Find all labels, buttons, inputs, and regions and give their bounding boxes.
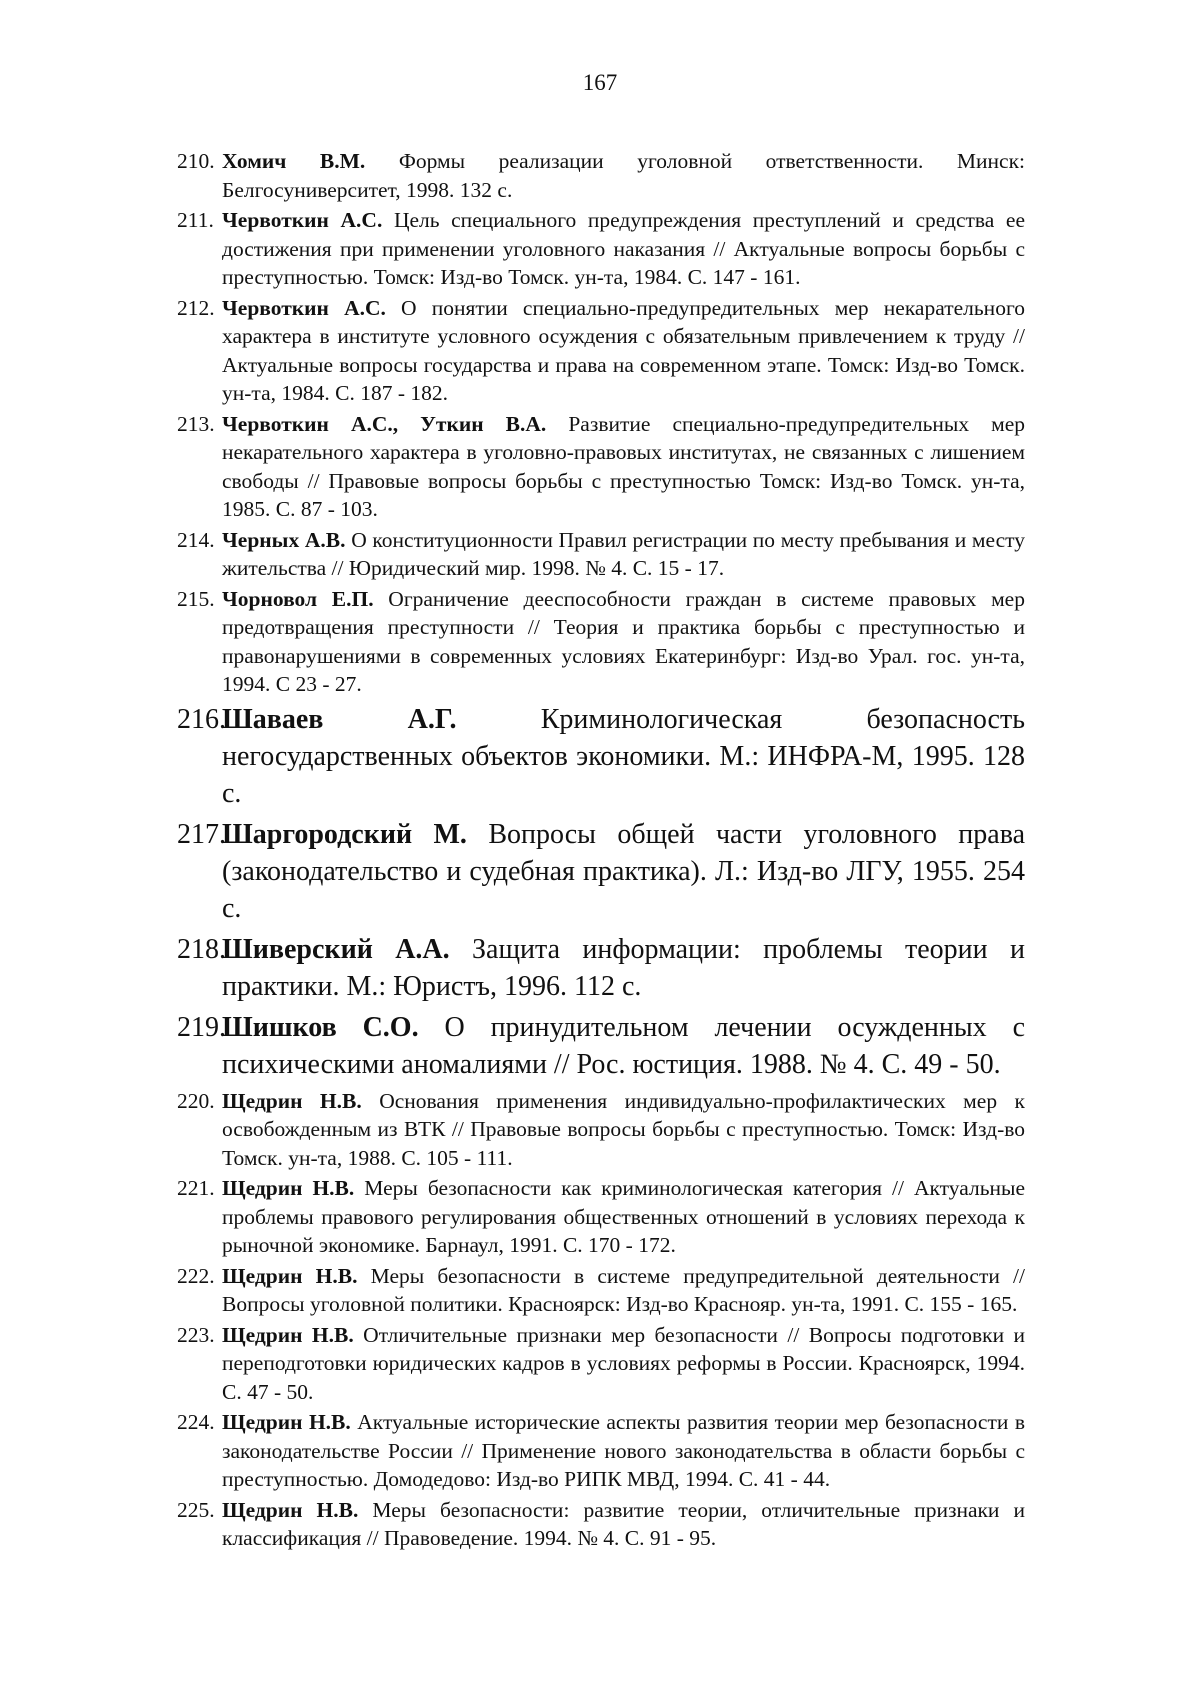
- reference-author: Червоткин А.С.: [222, 208, 383, 232]
- reference-item: [177, 1009, 1025, 1083]
- reference-author: Червоткин А.С., Уткин В.А.: [222, 411, 547, 436]
- reference-text: Защита информации: проблемы теории и практики. М.: Юристъ, 1996. 112 с.: [222, 933, 1025, 1002]
- reference-author: Щедрин Н.В.: [222, 1263, 358, 1288]
- reference-author: Шаваев А.Г.: [222, 703, 457, 735]
- reference-number: 218.: [177, 933, 226, 965]
- reference-author: Червоткин А.С.: [222, 295, 386, 320]
- reference-item: [177, 294, 1025, 408]
- reference-item: [177, 1174, 1025, 1260]
- reference-number: 216.: [177, 703, 226, 735]
- reference-text: Меры безопасности: развитие теории, отличительные признаки и классификация // Правоведение. 1994. № 4. С. 91 - 95.: [222, 1497, 1025, 1550]
- reference-author: Щедрин Н.В.: [222, 1322, 354, 1347]
- reference-item: [177, 1408, 1025, 1494]
- reference-number: 215.: [177, 586, 215, 611]
- reference-text: Отличительные признаки мер безопасности // Вопросы подготовки и переподготовки юридических кадров в условиях реформы в России. Красноярск, 1994. С. 47 - 50.: [222, 1322, 1026, 1404]
- reference-number: 219.: [177, 1011, 226, 1043]
- reference-text: Основания применения индивидуально-профилактических мер к освобожденным из ВТК // Правовые вопросы борьбы с преступностью. Томск: Изд-во Томск. ун-та, 1988. С. 105 - 111.: [222, 1088, 1025, 1170]
- reference-author: Чорновол Е.П.: [222, 586, 374, 611]
- reference-author: Щедрин Н.В.: [222, 1410, 351, 1434]
- reference-item: [177, 410, 1025, 524]
- reference-text: О принудительном лечении осужденных с психическими аномалиями // Рос. юстиция. 1988. № 4. С. 49 - 50.: [222, 1011, 1025, 1080]
- reference-text: Развитие специально-предупредительных мер некарательного характера в уголовно-правовых институтах, не связанных с лишением свободы // Правовые вопросы борьбы с преступностью Томск: Изд-во Томск. ун-та, 1985. С. 87 - 103.: [222, 411, 1025, 521]
- reference-author: Шиверский А.А.: [222, 933, 450, 965]
- reference-number: 222.: [177, 1263, 215, 1288]
- reference-author: Щедрин Н.В.: [222, 1176, 355, 1200]
- reference-author: Шишков С.О.: [222, 1011, 419, 1043]
- reference-number: 224.: [177, 1410, 215, 1434]
- reference-text: Актуальные исторические аспекты развития теории мер безопасности в законодательстве России // Применение нового законодательства в области борьбы с преступностью. Домодедово: Изд-во РИПК МВД, 1994. С. 41 - 44.: [222, 1410, 1025, 1491]
- reference-number: 223.: [177, 1322, 215, 1347]
- reference-number: 210.: [177, 149, 215, 173]
- reference-item: [177, 1496, 1025, 1553]
- reference-text: Формы реализации уголовной ответственности. Минск: Белгосуниверситет, 1998. 132 с.: [222, 149, 1025, 202]
- reference-item: [177, 1321, 1025, 1407]
- reference-item: [177, 816, 1025, 927]
- reference-author: Черных А.В.: [222, 527, 346, 552]
- reference-author: Щедрин Н.В.: [222, 1088, 362, 1113]
- reference-text: Вопросы общей части уголовного права (законодательство и судебная практика). Л.: Изд-во ЛГУ, 1955. 254 с.: [222, 818, 1025, 924]
- reference-text: Меры безопасности в системе предупредительной деятельности // Вопросы уголовной политики. Красноярск: Изд-во Краснояр. ун-та, 1991. С. 155 - 165.: [222, 1263, 1025, 1316]
- reference-text: Цель специального предупреждения преступлений и средства ее достижения при применении уголовного наказания // Актуальные вопросы борьбы с преступностью. Томск: Изд-во Томск. ун-та, 1984. С. 147 - 161.: [222, 208, 1025, 289]
- reference-number: 225.: [177, 1497, 215, 1522]
- reference-text: О конституционности Правил регистрации по месту пребывания и месту жительства // Юридический мир. 1998. № 4. С. 15 - 17.: [222, 527, 1025, 580]
- reference-item: [177, 1087, 1025, 1173]
- reference-author: Хомич В.М.: [222, 149, 366, 173]
- reference-text: Меры безопасности как криминологическая категория // Актуальные проблемы правового регулирования общественных отношений в условиях перехода к рыночной экономике. Барнаул, 1991. С. 170 - 172.: [222, 1176, 1026, 1257]
- reference-text: О понятии специально-предупредительных мер некарательного характера в институте условного осуждения с обязательным привлечением к труду // Актуальные вопросы государства и права на современном этапе. Томск: Изд-во Томск. ун-та, 1984. С. 187 - 182.: [222, 295, 1025, 405]
- reference-item: [177, 526, 1025, 583]
- reference-number: 212.: [177, 295, 215, 320]
- reference-item: [177, 585, 1025, 699]
- reference-item: [177, 701, 1025, 812]
- reference-number: 213.: [177, 411, 215, 436]
- reference-author: Щедрин Н.В.: [222, 1497, 359, 1522]
- reference-author: Шаргородский М.: [222, 818, 467, 850]
- page-number: 167: [582, 70, 618, 95]
- reference-number: 217.: [177, 818, 226, 850]
- reference-text: Ограничение дееспособности граждан в системе правовых мер предотвращения преступности // Теория и практика борьбы с преступностью и правонарушениями в современных условиях Екатеринбург: Изд-во Урал. гос. ун-та, 1994. С 23 - 27.: [222, 586, 1025, 696]
- reference-number: 214.: [177, 527, 215, 552]
- reference-number: 220.: [177, 1088, 215, 1113]
- reference-item: [177, 1262, 1025, 1319]
- reference-item: [177, 206, 1025, 292]
- reference-item: [177, 147, 1025, 204]
- reference-number: 221.: [177, 1176, 215, 1200]
- reference-item: [177, 931, 1025, 1005]
- bibliography-list: [177, 147, 1025, 1555]
- reference-text: Криминологическая безопасность негосударственных объектов экономики. М.: ИНФРА-М, 1995. 128 с.: [222, 703, 1025, 809]
- reference-number: 211.: [177, 208, 214, 232]
